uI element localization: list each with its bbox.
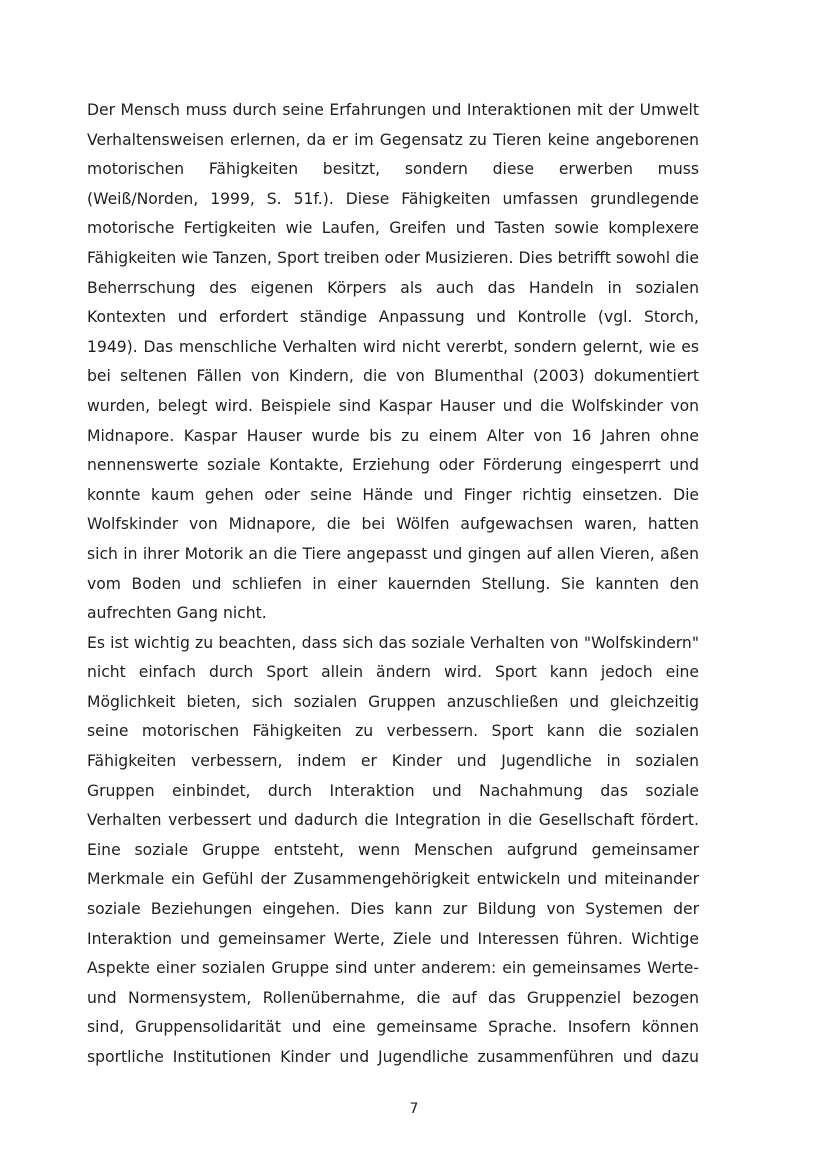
text-line: motorischen Fähigkeiten besitzt, sondern diese erwerben muss (87, 160, 699, 179)
page-number: 7 (409, 1101, 419, 1117)
text-line: konnte kaum gehen oder seine Hände und Finger richtig einsetzen. Die (87, 485, 699, 504)
text-line: Aspekte einer sozialen Gruppe sind unter anderem: ein gemeinsames Werte- (87, 959, 699, 978)
text-line: sich in ihrer Motorik an die Tiere angepasst und gingen auf allen Vieren, aßen (87, 544, 699, 563)
text-line: Fähigkeiten verbessern, indem er Kinder und Jugendliche in sozialen (87, 752, 699, 771)
text-line: Der Mensch muss durch seine Erfahrungen und Interaktionen mit der Umwelt (87, 101, 699, 119)
text-line: vom Boden und schliefen in einer kauernden Stellung. Sie kannten den (87, 574, 699, 593)
text-line: nennenswerte soziale Kontakte, Erziehung oder Förderung eingesperrt und (87, 456, 699, 475)
text-line: und Normensystem, Rollenübernahme, die auf das Gruppenziel bezogen (87, 988, 699, 1007)
text-line: Interaktion und gemeinsamer Werte, Ziele und Interessen führen. Wichtige (87, 929, 699, 948)
text-line: Es ist wichtig zu beachten, dass sich das soziale Verhalten von "Wolfskindern" (87, 633, 699, 652)
text-line: sportliche Institutionen Kinder und Jugendliche zusammenführen und dazu (87, 1048, 699, 1066)
text-line: Eine soziale Gruppe entsteht, wenn Menschen aufgrund gemeinsamer (87, 840, 699, 859)
paragraph-2 (87, 629, 699, 1073)
body-text (87, 96, 699, 1073)
paragraph-1 (87, 96, 699, 629)
text-line: aufrechten Gang nicht. (87, 604, 267, 623)
text-line: bei seltenen Fällen von Kindern, die von Blumenthal (2003) dokumentiert (87, 367, 699, 386)
text-line: Verhalten verbessert und dadurch die Integration in die Gesellschaft fördert. (87, 811, 699, 830)
text-line: Verhaltensweisen erlernen, da er im Gegensatz zu Tieren keine angeborenen (87, 130, 699, 149)
text-line: seine motorischen Fähigkeiten zu verbessern. Sport kann die sozialen (87, 722, 699, 741)
text-line: wurden, belegt wird. Beispiele sind Kaspar Hauser und die Wolfskinder von (87, 396, 699, 415)
text-line: nicht einfach durch Sport allein ändern wird. Sport kann jedoch eine (87, 663, 699, 682)
text-line: Midnapore. Kaspar Hauser wurde bis zu einem Alter von 16 Jahren ohne (87, 426, 699, 445)
text-line: soziale Beziehungen eingehen. Dies kann zur Bildung von Systemen der (87, 900, 699, 919)
text-line: Möglichkeit bieten, sich sozialen Gruppen anzuschließen und gleichzeitig (87, 692, 699, 711)
text-line: Beherrschung des eigenen Körpers als auch das Handeln in sozialen (87, 278, 699, 297)
text-line: (Weiß/Norden, 1999, S. 51f.). Diese Fähigkeiten umfassen grundlegende (87, 189, 699, 208)
text-line: motorische Fertigkeiten wie Laufen, Greifen und Tasten sowie komplexere (87, 219, 699, 238)
text-line: Gruppen einbindet, durch Interaktion und Nachahmung das soziale (87, 781, 699, 800)
text-line: sind, Gruppensolidarität und eine gemeinsame Sprache. Insofern können (87, 1018, 699, 1037)
text-line: Merkmale ein Gefühl der Zusammengehörigkeit entwickeln und miteinander (87, 870, 699, 889)
text-line: Wolfskinder von Midnapore, die bei Wölfen aufgewachsen waren, hatten (87, 515, 699, 534)
text-line: 1949). Das menschliche Verhalten wird nicht vererbt, sondern gelernt, wie es (87, 337, 699, 356)
text-line: Kontexten und erfordert ständige Anpassung und Kontrolle (vgl. Storch, (87, 308, 699, 327)
text-line: Fähigkeiten wie Tanzen, Sport treiben oder Musizieren. Dies betrifft sowohl die (87, 248, 699, 267)
